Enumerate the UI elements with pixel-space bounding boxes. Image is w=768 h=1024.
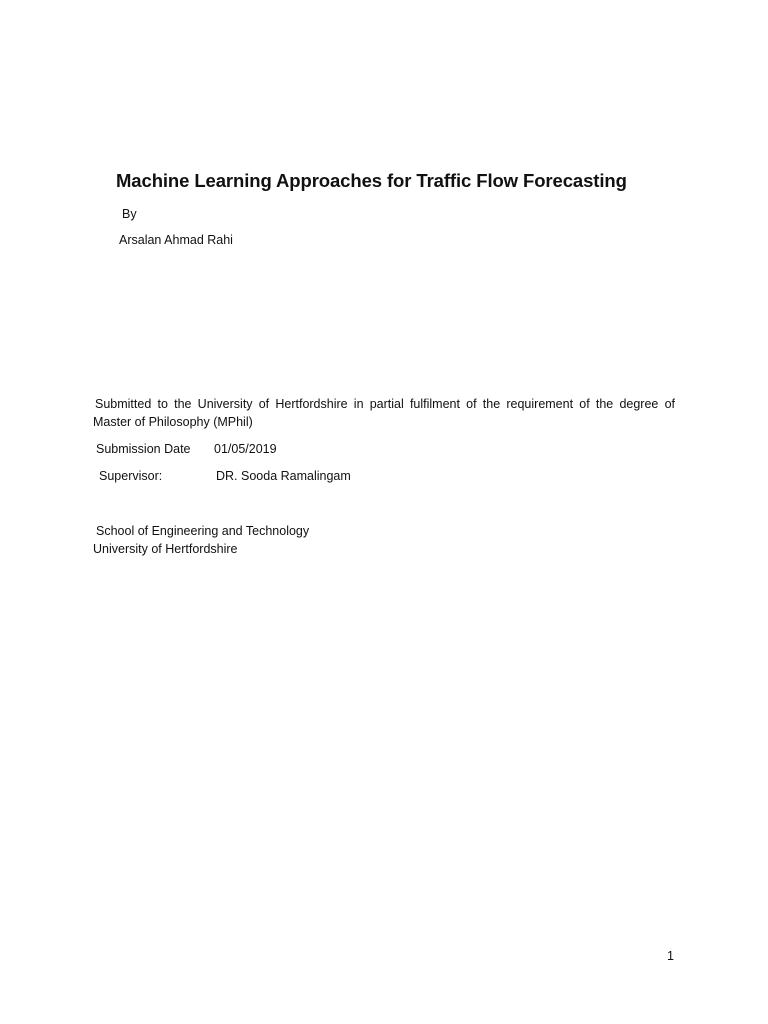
university-name: University of Hertfordshire [93, 542, 238, 556]
submission-date-value: 01/05/2019 [214, 442, 277, 456]
school-name: School of Engineering and Technology [96, 524, 310, 538]
supervisor-label: Supervisor: [99, 469, 163, 483]
supervisor-name: DR. Sooda Ramalingam [216, 469, 351, 483]
page-number: 1 [667, 949, 674, 963]
author-name: Arsalan Ahmad Rahi [119, 233, 233, 247]
document-title: Machine Learning Approaches for Traffic Flow Forecasting [116, 170, 627, 191]
by-label: By [122, 207, 137, 221]
submission-date-label: Submission Date [96, 442, 191, 456]
submission-statement: Submitted to the University of Hertfordshire in partial fulfilment of the requirement of the degree of Master of Philosophy (MPhil) [93, 397, 675, 429]
